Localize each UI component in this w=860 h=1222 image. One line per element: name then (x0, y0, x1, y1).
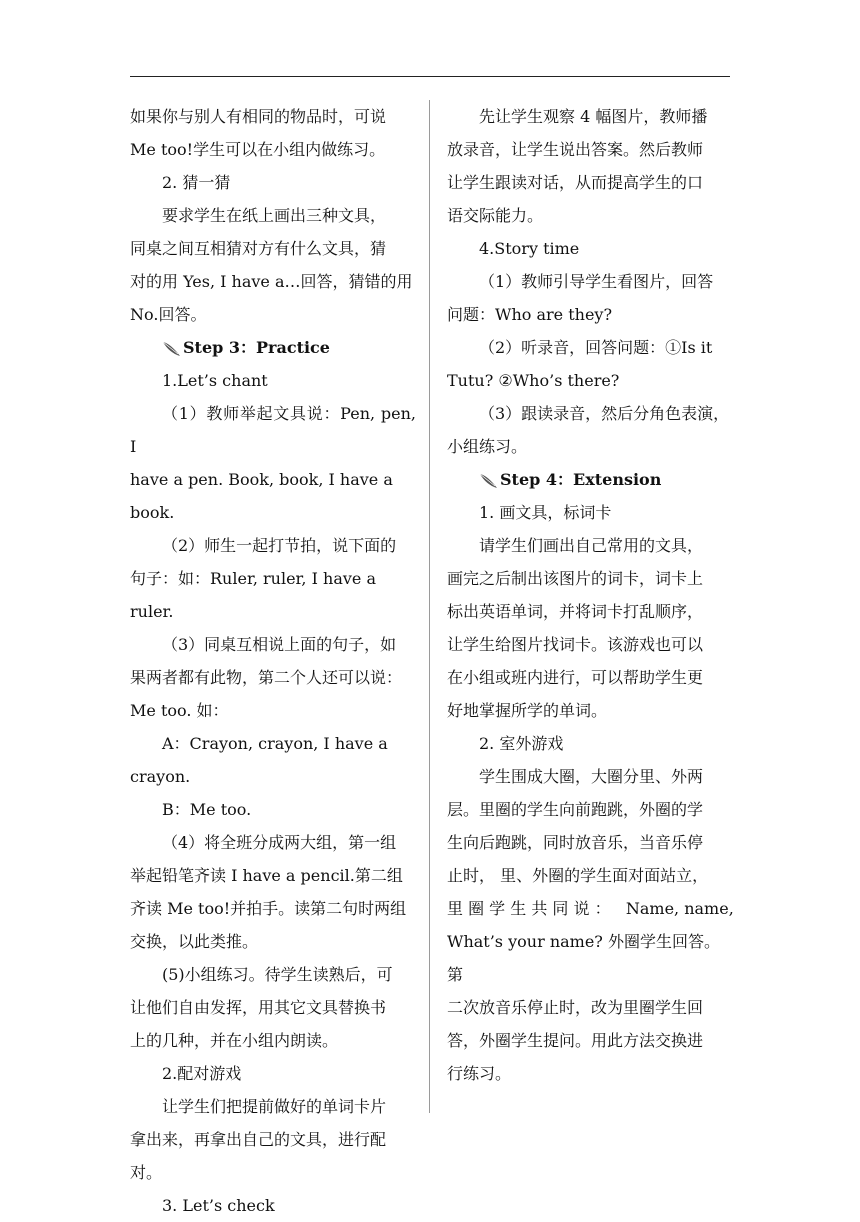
right-column (447, 100, 734, 1090)
paragraph-line: 标出英语单词，并将词卡打乱顺序， (447, 602, 704, 621)
paragraph-line: have a pen. Book, book, I have a book. (130, 470, 393, 522)
step-4-title: Step 4：Extension (500, 470, 662, 489)
subheading-guess: 2. 猜一猜 (162, 173, 231, 192)
paragraph-line: （3）同桌互相说上面的句子，如 (162, 635, 397, 654)
paragraph-line: 让学生给图片找词卡。该游戏也可以 (447, 635, 704, 654)
left-column (130, 100, 416, 1222)
paragraph-line: （1）教师举起文具说：Pen, pen, I (130, 404, 416, 456)
paragraph-line: 句子：如：Ruler, ruler, I have a ruler. (130, 569, 376, 621)
paragraph-line: 答，外圈学生提问。用此方法交换进 (447, 1031, 704, 1050)
paragraph-line: Me too. 如： (130, 701, 229, 720)
paragraph-line: 学生围成大圈，大圈分里、外两 (479, 767, 704, 786)
dialogue-line-b: B：Me too. (162, 800, 252, 819)
paragraph-line: Me too!学生可以在小组内做练习。 (130, 140, 386, 159)
paragraph-line: 如果你与别人有相同的物品时，可说 (130, 107, 387, 126)
paragraph-line: (5)小组练习。待学生读熟后，可 (162, 965, 393, 984)
subheading-outdoor: 2. 室外游戏 (479, 734, 564, 753)
subheading-check: 3. Let’s check (162, 1196, 275, 1215)
paragraph-line: 放录音，让学生说出答案。然后教师 (447, 140, 704, 159)
paragraph-line: 行练习。 (447, 1064, 512, 1083)
paragraph-line: 画完之后制出该图片的词卡，词卡上 (447, 569, 704, 588)
subheading-story: 4.Story time (479, 239, 580, 258)
paragraph-line: 语交际能力。 (447, 206, 544, 225)
step-3-heading (130, 331, 416, 364)
paragraph-line: What’s your name? 外圈学生回答。第 (447, 932, 720, 984)
paragraph-line: 里 圈 学 生 共 同 说 ： Name, name, (447, 899, 734, 918)
paragraph-line: 层。里圈的学生向前跑跳，外圈的学 (447, 800, 704, 819)
paragraph-line: 要求学生在纸上画出三种文具， (162, 206, 387, 225)
step-3-title: Step 3：Practice (183, 338, 330, 357)
paragraph-line: 同桌之间互相猜对方有什么文具，猜 (130, 239, 387, 258)
paragraph-line: 对的用 Yes, I have a…回答，猜错的用 (130, 272, 413, 291)
column-divider (429, 100, 430, 1113)
paragraph-line: 让学生跟读对话，从而提高学生的口 (447, 173, 704, 192)
paragraph-line: （4）将全班分成两大组，第一组 (162, 833, 397, 852)
paragraph-line: 交换，以此类推。 (130, 932, 259, 951)
paragraph-line: （2）听录音，回答问题：①Is it (479, 338, 713, 357)
paragraph-line: 果两者都有此物，第二个人还可以说： (130, 668, 403, 687)
paragraph-line: （2）师生一起打节拍，说下面的 (162, 536, 397, 555)
paragraph-line: 先让学生观察 4 幅图片，教师播 (479, 107, 708, 126)
paragraph-line: 对。 (130, 1163, 163, 1182)
quill-pen-icon (162, 339, 182, 357)
subheading-chant: 1.Let’s chant (162, 371, 268, 390)
paragraph-line: 请学生们画出自己常用的文具， (479, 536, 704, 555)
paragraph-line: 问题：Who are they? (447, 305, 613, 324)
header-rule (130, 76, 730, 77)
paragraph-line: 好地掌握所学的单词。 (447, 701, 608, 720)
dialogue-line-a: A：Crayon, crayon, I have a crayon. (130, 734, 388, 786)
paragraph-line: 在小组或班内进行，可以帮助学生更 (447, 668, 704, 687)
paragraph-line: 让学生们把提前做好的单词卡片 (162, 1097, 387, 1116)
paragraph-line: 二次放音乐停止时，改为里圈学生回 (447, 998, 704, 1017)
paragraph-line: 拿出来，再拿出自己的文具，进行配 (130, 1130, 387, 1149)
paragraph-line: 止时， 里、外圈的学生面对面站立， (447, 866, 709, 885)
paragraph-line: 齐读 Me too!并拍手。读第二句时两组 (130, 899, 407, 918)
subheading-draw: 1. 画文具，标词卡 (479, 503, 612, 522)
paragraph-line: （3）跟读录音，然后分角色表演， (479, 404, 730, 423)
subheading-matching: 2.配对游戏 (162, 1064, 242, 1083)
paragraph-line: 让他们自由发挥，用其它文具替换书 (130, 998, 387, 1017)
paragraph-line: 举起铅笔齐读 I have a pencil.第二组 (130, 866, 403, 885)
paragraph-line: 小组练习。 (447, 437, 528, 456)
paragraph-line: 生向后跑跳，同时放音乐，当音乐停 (447, 833, 704, 852)
paragraph-line: No.回答。 (130, 305, 207, 324)
quill-pen-icon (479, 471, 499, 489)
paragraph-line: 上的几种，并在小组内朗读。 (130, 1031, 339, 1050)
paragraph-line: （1）教师引导学生看图片，回答 (479, 272, 714, 291)
paragraph-line: Tutu? ②Who’s there? (447, 371, 620, 390)
step-4-heading (447, 463, 731, 496)
